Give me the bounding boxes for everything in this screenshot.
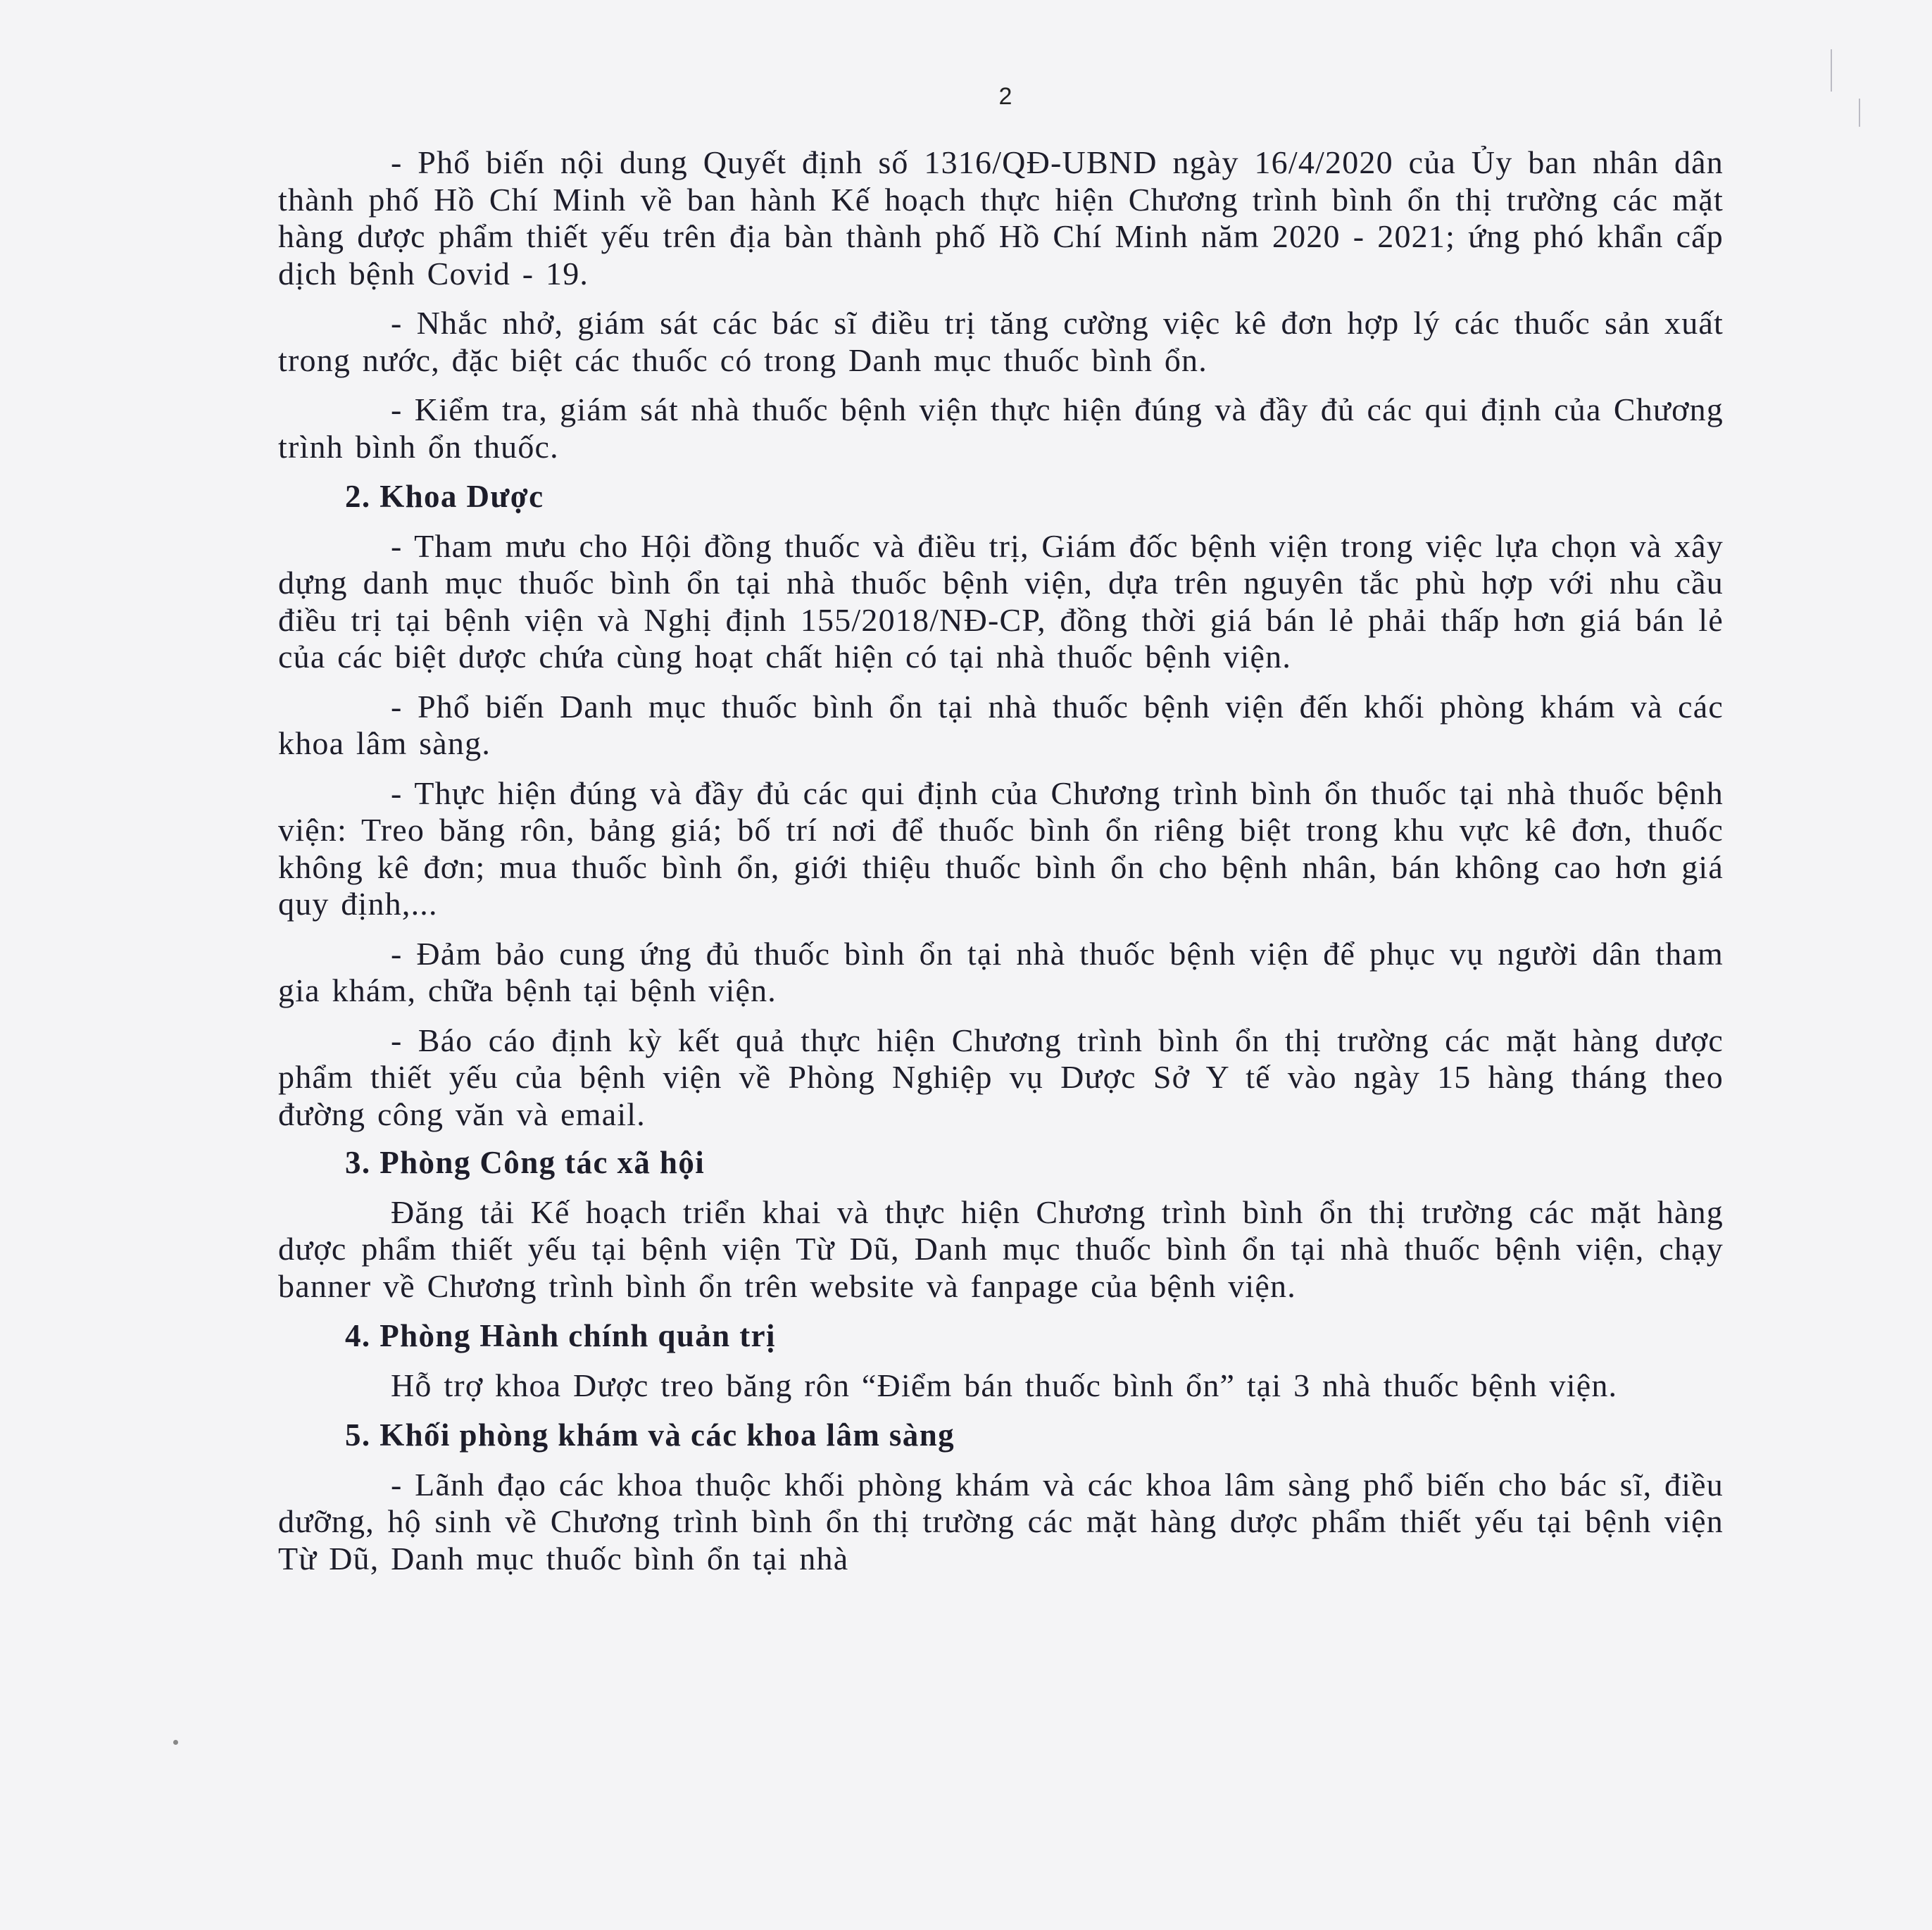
paragraph: - Lãnh đạo các khoa thuộc khối phòng khám và các khoa lâm sàng phổ biến cho bác sĩ, điều dưỡng, hộ sinh về Chương trình bình ổn thị trường các mặt hàng dược phẩm thiết yếu tại bệnh viện Từ Dũ, Danh mục thuốc bình ổn tại nhà [278,1466,1724,1577]
paragraph: - Phổ biến Danh mục thuốc bình ổn tại nhà thuốc bệnh viện đến khối phòng khám và các khoa lâm sàng. [278,688,1724,761]
paragraph: - Đảm bảo cung ứng đủ thuốc bình ổn tại nhà thuốc bệnh viện để phục vụ người dân tham gia khám, chữa bệnh tại bệnh viện. [278,935,1724,1008]
page-number: 2 [998,83,1012,110]
section-heading: 2. Khoa Dược [345,479,544,514]
paragraph: - Phổ biến nội dung Quyết định số 1316/QĐ-UBND ngày 16/4/2020 của Ủy ban nhân dân thành phố Hồ Chí Minh về ban hành Kế hoạch thực hiện Chương trình bình ổn thị trường các mặt hàng dược phẩm thiết yếu trên địa bàn thành phố Hồ Chí Minh năm 2020 - 2021; ứng phó khẩn cấp dịch bệnh Covid - 19. [278,144,1724,292]
section-heading: 4. Phòng Hành chính quản trị [345,1318,776,1353]
section-heading: 3. Phòng Công tác xã hội [345,1145,705,1180]
paragraph: Đăng tải Kế hoạch triển khai và thực hiện Chương trình bình ổn thị trường các mặt hàng dược phẩm thiết yếu tại bệnh viện Từ Dũ, Danh mục thuốc bình ổn tại nhà thuốc bệnh viện, chạy banner về Chương trình bình ổn trên website và fanpage của bệnh viện. [278,1193,1724,1304]
scan-edge-mark [1859,99,1860,127]
paragraph: - Nhắc nhở, giám sát các bác sĩ điều trị tăng cường việc kê đơn hợp lý các thuốc sản xuất trong nước, đặc biệt các thuốc có trong Danh mục thuốc bình ổn. [278,305,1724,378]
section-heading: 5. Khối phòng khám và các khoa lâm sàng [345,1417,955,1453]
paragraph: - Kiểm tra, giám sát nhà thuốc bệnh viện thực hiện đúng và đầy đủ các qui định của Chương trình bình ổn thuốc. [278,391,1724,465]
paragraph: Hỗ trợ khoa Dược treo băng rôn “Điểm bán thuốc bình ổn” tại 3 nhà thuốc bệnh viện. [391,1367,1618,1403]
paragraph: - Thực hiện đúng và đầy đủ các qui định của Chương trình bình ổn thuốc tại nhà thuốc bệnh viện: Treo băng rôn, bảng giá; bố trí nơi để thuốc bình ổn riêng biệt trong khu vực kê đơn, thuốc không kê đơn; mua thuốc bình ổn, giới thiệu thuốc bình ổn cho bệnh nhân, bán không cao hơn giá quy định,... [278,775,1724,922]
scan-speck [173,1740,178,1745]
paragraph: - Báo cáo định kỳ kết quả thực hiện Chương trình bình ổn thị trường các mặt hàng dược phẩm thiết yếu của bệnh viện về Phòng Nghiệp vụ Dược Sở Y tế vào ngày 15 hàng tháng theo đường công văn và email. [278,1022,1724,1132]
scan-edge-mark [1831,49,1832,92]
paragraph: - Tham mưu cho Hội đồng thuốc và điều trị, Giám đốc bệnh viện trong việc lựa chọn và xây dựng danh mục thuốc bình ổn tại nhà thuốc bệnh viện, dựa trên nguyên tắc phù hợp với nhu cầu điều trị tại bệnh viện và Nghị định 155/2018/NĐ-CP, đồng thời giá bán lẻ phải thấp hơn giá bán lẻ của các biệt dược chứa cùng hoạt chất hiện có tại nhà thuốc bệnh viện. [278,527,1724,675]
document-body [278,144,1724,1590]
